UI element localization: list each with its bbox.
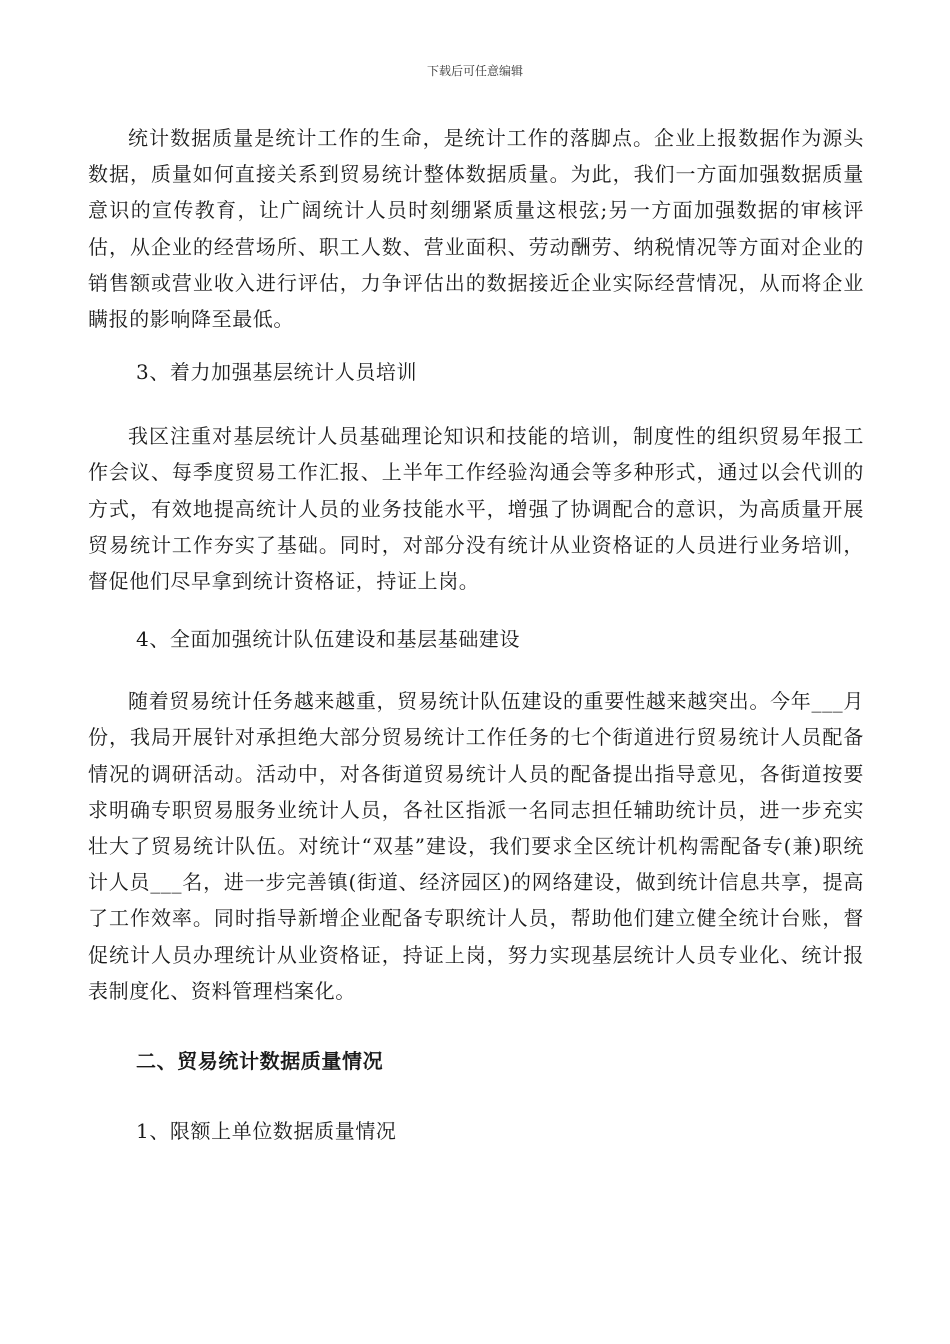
paragraph-training: 我区注重对基层统计人员基础理论知识和技能的培训，制度性的组织贸易年报工作会议、每季度贸易工作汇报、上半年工作经验沟通会等多种形式，通过以会代训的方式，有效地提高统计人员的业务技能水平，增强了协调配合的意识，为高质量开展贸易统计工作夯实了基础。同时，对部分没有统计从业资格证的人员进行业务培训，督促他们尽早拿到统计资格证，持证上岗。: [88, 424, 864, 594]
page-header: 下载后可任意编辑: [426, 64, 523, 78]
paragraph-team-building: 随着贸易统计任务越来越重，贸易统计队伍建设的重要性越来越突出。今年___月份，我局开展针对承担绝大部分贸易统计工作任务的七个街道进行贸易统计人员配备情况的调研活动。活动中，对各街道贸易统计人员的配备提出指导意见，各街道按要求明确专职贸易服务业统计人员，各社区指派一名同志担任辅助统计员，进一步充实壮大了贸易统计队伍。对统计“双基”建设，我们要求全区统计机构需配备专(兼)职统计人员___名，进一步完善镇(街道、经济园区)的网络建设，做到统计信息共享，提高了工作效率。同时指导新增企业配备专职统计人员，帮助他们建立健全统计台账，督促统计人员办理统计从业资格证，持证上岗，努力实现基层统计人员专业化、统计报表制度化、资料管理档案化。: [88, 689, 864, 1003]
document-body: [88, 120, 864, 1149]
subheading-above-quota-units: 1、限额上单位数据质量情况: [136, 1119, 397, 1144]
heading-training: 3、着力加强基层统计人员培训: [136, 360, 418, 385]
section-heading-data-quality: 二、贸易统计数据质量情况: [136, 1049, 384, 1074]
heading-team-building: 4、全面加强统计队伍建设和基层基础建设: [136, 627, 521, 652]
paragraph-data-quality: 统计数据质量是统计工作的生命，是统计工作的落脚点。企业上报数据作为源头数据，质量如何直接关系到贸易统计整体数据质量。为此，我们一方面加强数据质量意识的宣传教育，让广阔统计人员时刻绷紧质量这根弦;另一方面加强数据的审核评估，从企业的经营场所、职工人数、营业面积、劳动酬劳、纳税情况等方面对企业的销售额或营业收入进行评估，力争评估出的数据接近企业实际经营情况，从而将企业瞒报的影响降至最低。: [88, 126, 864, 332]
